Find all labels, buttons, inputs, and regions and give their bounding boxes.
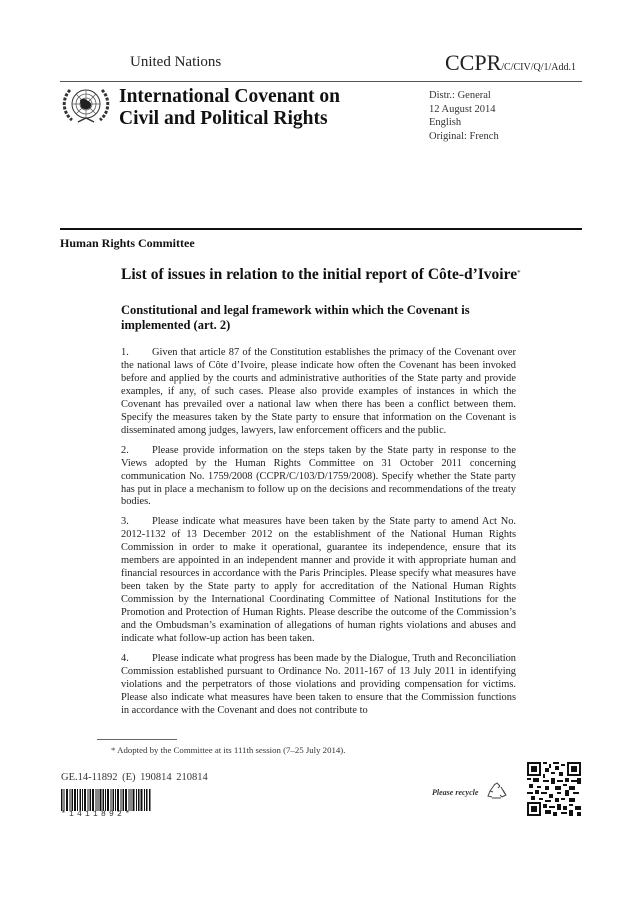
footnote-marker: * [517, 269, 521, 277]
paragraph-text: Please indicate what progress has been made by the Dialogue, Truth and Reconciliation Commission established pursuant to Ordinance No. 2011-167 of 13 July 2011 in identifying violations and the perpetrators of those violations and providing compensation for victims. Please also indicate what measures have been taken to ensure that the Commission functions in accordance with the Covenant and does not contribute to [121, 652, 516, 716]
section-divider [60, 228, 582, 230]
paragraph-1 [121, 347, 516, 438]
paragraph-3 [121, 516, 516, 646]
barcode-text: *1411892* [61, 810, 134, 819]
organization-name: United Nations [130, 54, 222, 70]
issue-date: 12 August 2014 [429, 103, 496, 115]
paragraph-number: 4. [121, 652, 129, 664]
document-heading-text: List of issues in relation to the initial report of Côte-d’Ivoire [121, 266, 518, 283]
paragraph-text: Please provide information on the steps taken by the State party in response to the Views adopted by the Human Rights Committee on 31 October 2011 concerning communication No. 1759/2008 (CCPR/C/103/D/1759/2008). Specify whether the State party has put in place a mechanism to follow up on the decisions and recommendations of the treaty bodies. [121, 444, 516, 508]
paragraph-4 [121, 653, 516, 718]
document-symbol [445, 50, 576, 76]
treaty-title-line-2: Civil and Political Rights [119, 108, 328, 129]
footnote: * Adopted by the Committee at its 111th session (7–25 July 2014). [111, 745, 346, 755]
footnote-divider [97, 739, 177, 740]
treaty-title [119, 86, 340, 130]
original-language: Original: French [429, 130, 499, 142]
qr-code-icon [527, 762, 581, 816]
document-heading [121, 266, 521, 284]
un-emblem-icon [60, 84, 112, 124]
recycle-label: Please recycle [432, 788, 479, 797]
distribution-block [429, 89, 499, 143]
job-number: GE.14-11892 (E) 190814 210814 [61, 772, 208, 783]
section-heading: Constitutional and legal framework within which the Covenant is implemented (art. 2) [121, 303, 470, 332]
paragraph-2 [121, 445, 516, 510]
paragraph-number: 1. [121, 347, 129, 358]
committee-name: Human Rights Committee [60, 236, 195, 250]
paragraph-number: 2. [121, 444, 129, 456]
paragraph-number: 3. [121, 516, 129, 528]
treaty-title-line-1: International Covenant on [119, 86, 341, 107]
distribution: Distr.: General [429, 90, 491, 101]
paragraph-text: Please indicate what measures have been taken by the State party to amend Act No. 2012-1132 of 13 December 2012 on the establishment of the National Human Rights Commission in order to make it operational, guarantee its independence, ensure that its members are appointed in an independent manner and provide it with appropriate human and financial resources in accordance with the Paris Principles. Please specify what measures have been taken by the State party to apply for accreditation of the National Human Rights Commission by the International Coordinating Committee of National Institutions for the Promotion and Protection of Human Rights. Please describe the outcome of the Commission’s and the Ombudsman’s examination of allegations of human rights violations and abuses and indicate what follow-up action has been taken. [121, 516, 516, 645]
document-body [121, 347, 516, 725]
barcode-icon [61, 789, 151, 811]
header-divider [60, 81, 582, 82]
paragraph-text: Given that article 87 of the Constitution establishes the primacy of the Covenant over the national laws of Côte d’Ivoire, please indicate how often the Covenant has been invoked before and applied by the courts and administrative authorities of the State party and provide examples, if any, of such cases. Please also provide examples of instances in which the Covenant has prevailed over a national law when there has been a conflict between them. Specify the measures taken by the State party to ensure that information on the Covenant is disseminated among judges, lawyers, law enforcement officers and the public. [121, 347, 516, 436]
document-symbol-main: CCPR [445, 50, 502, 75]
document-symbol-suffix: /C/CIV/Q/1/Add.1 [501, 62, 576, 73]
language: English [429, 117, 462, 128]
recycle-icon [486, 782, 508, 802]
